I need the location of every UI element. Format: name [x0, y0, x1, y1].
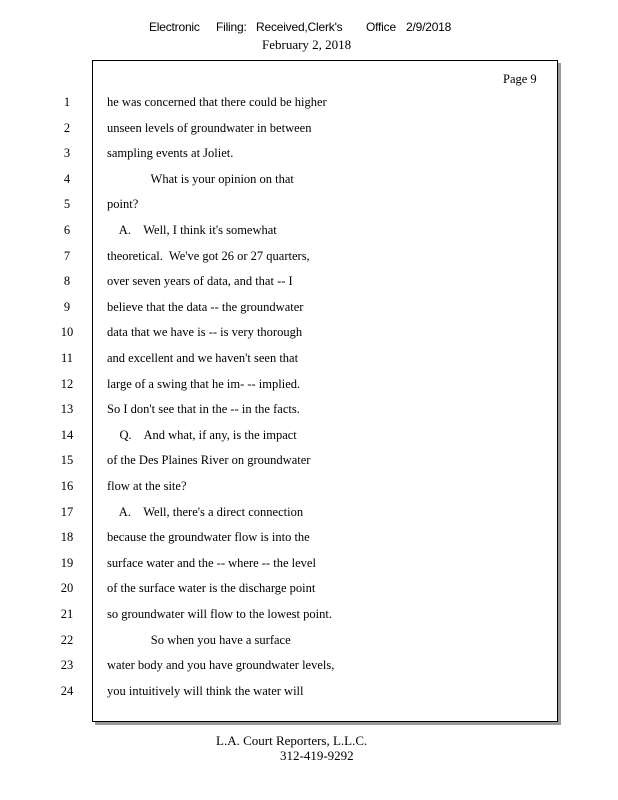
- line-number: 19: [60, 556, 74, 570]
- transcript-line: So I don't see that in the -- in the facts.: [107, 402, 300, 416]
- transcript-line: and excellent and we haven't seen that: [107, 351, 299, 365]
- footer-company: L.A. Court Reporters, L.L.C.: [216, 733, 368, 748]
- page-number: Page 9: [503, 72, 537, 86]
- transcript-line: of the Des Plaines River on groundwater: [107, 453, 311, 467]
- line-number: 13: [60, 402, 74, 416]
- line-number: 23: [60, 658, 74, 672]
- transcript-line: large of a swing that he im- -- implied.: [107, 377, 301, 391]
- transcript-line: What is your opinion on that: [107, 172, 294, 186]
- transcript-line: so groundwater will flow to the lowest point.: [107, 607, 332, 621]
- transcript-line: point?: [107, 197, 139, 211]
- stamp-word-electronic: Electronic: [149, 20, 200, 34]
- stamp-word-filing: Filing:: [216, 20, 247, 34]
- transcript-line: unseen levels of groundwater in between: [107, 121, 312, 135]
- transcript-line: because the groundwater flow is into the: [107, 530, 310, 544]
- transcript-line: you intuitively will think the water will: [107, 684, 304, 698]
- transcript-line: data that we have is -- is very thorough: [107, 325, 303, 339]
- transcript-line: A. Well, there's a direct connection: [107, 505, 304, 519]
- transcript-line: theoretical. We've got 26 or 27 quarters,: [107, 249, 310, 263]
- line-number: 8: [63, 274, 71, 288]
- line-number: 15: [60, 453, 74, 467]
- transcript-line: flow at the site?: [107, 479, 187, 493]
- line-number: 16: [60, 479, 74, 493]
- filed-date: February 2, 2018: [262, 37, 352, 52]
- line-number: 11: [60, 351, 74, 365]
- line-number: 17: [60, 505, 74, 519]
- line-number: 10: [60, 325, 74, 339]
- line-number: 14: [60, 428, 74, 442]
- line-number: 7: [63, 249, 71, 263]
- transcript-line: water body and you have groundwater levels,: [107, 658, 335, 672]
- transcript-line: believe that the data -- the groundwater: [107, 300, 304, 314]
- transcript-line: A. Well, I think it's somewhat: [107, 223, 277, 237]
- transcript-line: he was concerned that there could be higher: [107, 95, 327, 109]
- line-number: 2: [63, 121, 71, 135]
- line-number: 24: [60, 684, 74, 698]
- line-number: 12: [60, 377, 74, 391]
- line-number: 6: [63, 223, 71, 237]
- stamp-word-received-clerks: Received,Clerk's: [256, 20, 343, 34]
- line-number: 4: [63, 172, 71, 186]
- transcript-line: over seven years of data, and that -- I: [107, 274, 293, 288]
- line-number: 1: [63, 95, 71, 109]
- transcript-line: sampling events at Joliet.: [107, 146, 234, 160]
- transcript-line: surface water and the -- where -- the level: [107, 556, 316, 570]
- line-number: 9: [63, 300, 71, 314]
- stamp-date: 2/9/2018: [406, 20, 452, 34]
- line-number: 20: [60, 581, 74, 595]
- line-number: 21: [60, 607, 74, 621]
- line-number: 22: [60, 633, 74, 647]
- line-number: 3: [63, 146, 71, 160]
- transcript-line: of the surface water is the discharge point: [107, 581, 316, 595]
- footer-phone: 312-419-9292: [280, 748, 354, 763]
- line-number: 5: [63, 197, 71, 211]
- transcript-line: Q. And what, if any, is the impact: [107, 428, 297, 442]
- line-number: 18: [60, 530, 74, 544]
- stamp-word-office: Office: [366, 20, 396, 34]
- transcript-line: So when you have a surface: [107, 633, 291, 647]
